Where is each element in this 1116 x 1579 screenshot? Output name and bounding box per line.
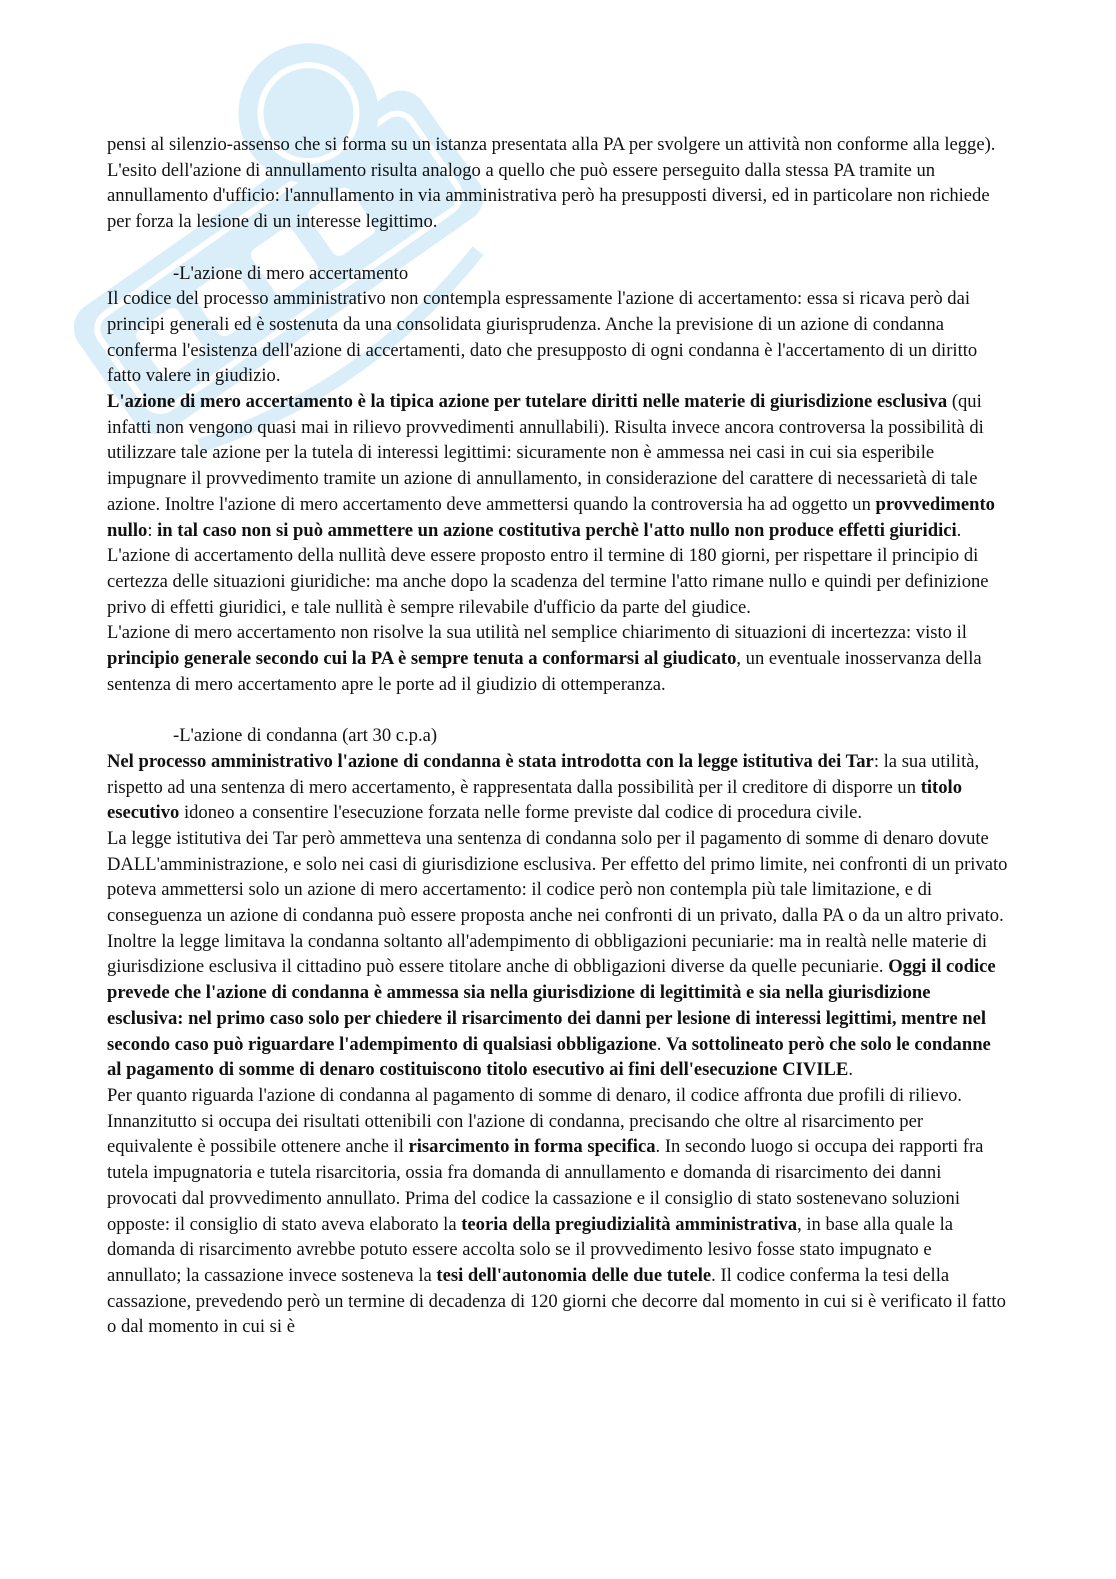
text-run: Il codice del processo amministrativo non contempla espressamente l'azione di accertamento: essa si ricava però dai principi generali ed è sostenuta da una consolidata giurisprudenza. Anche la previsione di un azione di condanna conferma l'esistenza dell'azione di accertamenti, dato che presupposto di ogni condanna è l'accertamento di un diritto fatto valere in giudizio.	[107, 288, 978, 387]
paragraph	[107, 826, 1009, 1083]
text-run: . L'azione di accertamento della nullità deve essere proposto entro il termine di 180 giorni, per rispettare il principio di certezza delle situazioni giuridiche: ma anche dopo la scadenza del termine l'atto rimane nullo e quindi per definizione privo di effetti giuridici, e tale nullità è sempre rilevabile d'ufficio da parte del giudice.	[107, 519, 989, 618]
text-run: -L'azione di mero accertamento	[173, 262, 409, 284]
paragraph	[107, 749, 1009, 826]
section-heading	[107, 723, 1009, 749]
text-run: , in base alla quale la domanda di risarcimento avrebbe potuto essere accolta solo se il provvedimento lesivo fosse stato impugnato e annullato; la cassazione invece sosteneva la	[107, 1213, 954, 1286]
paragraph	[107, 132, 1009, 158]
text-run: -L'azione di condanna (art 30 c.p.a)	[173, 725, 438, 747]
text-run: Per quanto riguarda l'azione di condanna al pagamento di somme di denaro, il codice affronta due profili di rilievo. Innanzitutto si occupa dei risultati ottenibili con l'azione di condanna, precisando che oltre al risarcimento per equivalente è possibile ottenere anche il	[107, 1084, 962, 1158]
paragraph	[107, 1083, 1009, 1340]
bold-text-run: risarcimento in forma specifica	[408, 1136, 656, 1158]
bold-text-run: in tal caso non si può ammettere un azione costitutiva perchè l'atto nullo non produce effetti giuridici	[157, 519, 957, 541]
text-run: , un eventuale inosservanza della sentenza di mero accertamento apre le porte ad il giudizio di ottemperanza.	[107, 648, 982, 695]
text-run: : la sua utilità, rispetto ad una sentenza di mero accertamento, è rappresentata dalla possibilità per il creditore di disporre un	[107, 750, 980, 798]
bold-text-run: principio generale secondo cui la PA è sempre tenuta a conformarsi al giudicato	[107, 648, 737, 670]
text-run: pensi al silenzio-assenso che si forma su un istanza presentata alla PA per svolgere un attività non conforme alla legge).	[107, 134, 996, 155]
paragraph	[107, 286, 1009, 389]
text-run: .	[848, 1059, 853, 1081]
text-run: idoneo a consentire l'esecuzione forzata nelle forme previste dal codice di procedura civile.	[179, 802, 863, 824]
bold-text-run: tesi dell'autonomia delle due tutele	[436, 1264, 712, 1286]
paragraph	[107, 158, 1009, 235]
bold-text-run: Va sottolineato però che solo le condanne al pagamento di somme di denaro costituiscono titolo esecutivo ai fini dell'esecuzione CIVILE	[107, 1033, 991, 1081]
bold-text-run: provvedimento nullo	[107, 493, 995, 541]
bold-text-run: L'azione di mero accertamento è la tipica azione per tutelare diritti nelle materie di giurisdizione esclusiva	[107, 391, 948, 413]
bold-text-run: Nel processo amministrativo l'azione di condanna è stata introdotta con la legge istitutiva dei Tar	[107, 750, 874, 772]
text-run: L'azione di mero accertamento non risolve la sua utilità nel semplice chiarimento di situazioni di incertezza: visto il	[107, 622, 967, 644]
document-body	[107, 132, 1009, 1340]
text-run: L'esito dell'azione di annullamento risulta analogo a quello che può essere perseguito dalla stessa PA tramite un annullamento d'ufficio: l'annullamento in via amministrativa però ha presupposti diversi, ed in particolare non richiede per forza la lesione di un interesse legittimo.	[107, 159, 990, 233]
text-run: :	[147, 519, 158, 541]
text-run: .	[656, 1033, 667, 1055]
text-run: (qui infatti non vengono quasi mai in rilievo provvedimenti annullabili). Risulta invece ancora controversa la possibilità di utilizzare tale azione per la tutela di interessi legittimi: sicuramente non è ammessa nei casi in cui sia esperibile impugnare il provvedimento tramite un azione di annullamento, in considerazione del carattere di necessarietà di tale azione. Inoltre l'azione di mero accertamento deve ammettersi quando la controversia ha ad oggetto un	[107, 391, 984, 515]
paragraph	[107, 620, 1009, 697]
text-run: La legge istitutiva dei Tar però ammetteva una sentenza di condanna solo per il pagamento di somme di denaro dovute DALL'amministrazione, e solo nei casi di giurisdizione esclusiva. Per effetto del primo limite, nei confronti di un privato poteva ammettersi solo un azione di mero accertamento: il codice però non contempla più tale limitazione, e di conseguenza un azione di condanna può essere proposta anche nei confronti di un privato, dalla PA o da un altro privato. Inoltre la legge limitava la condanna soltanto all'adempimento di obbligazioni pecuniarie: ma in realtà nelle materie di giurisdizione esclusiva il cittadino può essere titolare anche di obbligazioni diverse da quelle pecuniarie.	[107, 827, 1008, 978]
text-run: . In secondo luogo si occupa dei rapporti fra tutela impugnatoria e tutela risarcitoria, ossia fra domanda di annullamento e domanda di risarcimento dei danni provocati dal provvedimento annullato. Prima del codice la cassazione e il consiglio di stato sostenevano soluzioni opposte: il consiglio di stato aveva elaborato la	[107, 1136, 984, 1235]
section-heading	[107, 261, 1009, 287]
bold-text-run: teoria della pregiudizialità amministrativa	[461, 1213, 798, 1235]
text-run: . Il codice conferma la tesi della cassazione, prevedendo però un termine di decadenza di 120 giorni che decorre dal momento in cui si è verificato il fatto o dal momento in cui si è	[107, 1264, 1006, 1338]
bold-text-run: Oggi il codice prevede che l'azione di condanna è ammessa sia nella giurisdizione di legittimità e sia nella giurisdizione esclusiva: nel primo caso solo per chiedere il risarcimento dei danni per lesione di interessi legittimi, mentre nel secondo caso può riguardare l'adempimento di qualsiasi obbligazione	[107, 956, 996, 1055]
paragraph	[107, 389, 1009, 620]
bold-text-run: titolo esecutivo	[107, 776, 962, 824]
